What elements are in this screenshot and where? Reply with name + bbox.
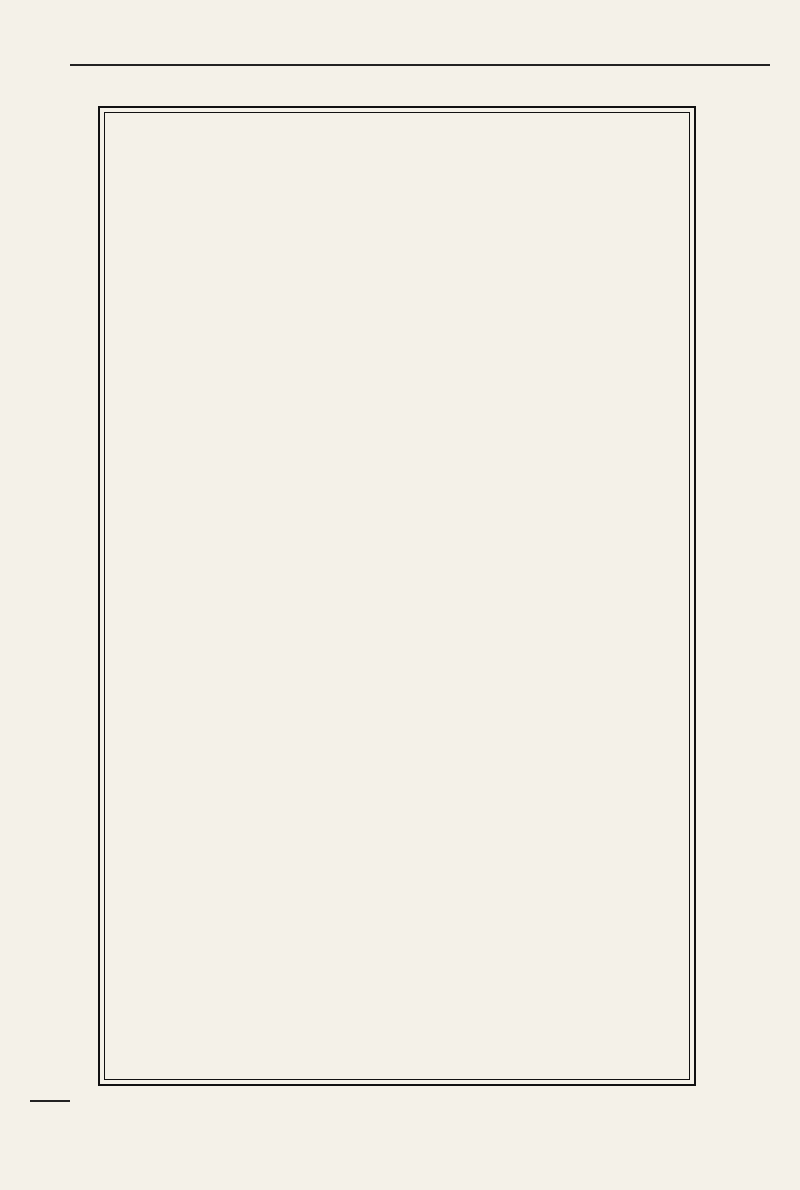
- footer-rule: [30, 1100, 70, 1102]
- table-inner-border: [104, 112, 690, 1080]
- header-rule: [70, 64, 770, 66]
